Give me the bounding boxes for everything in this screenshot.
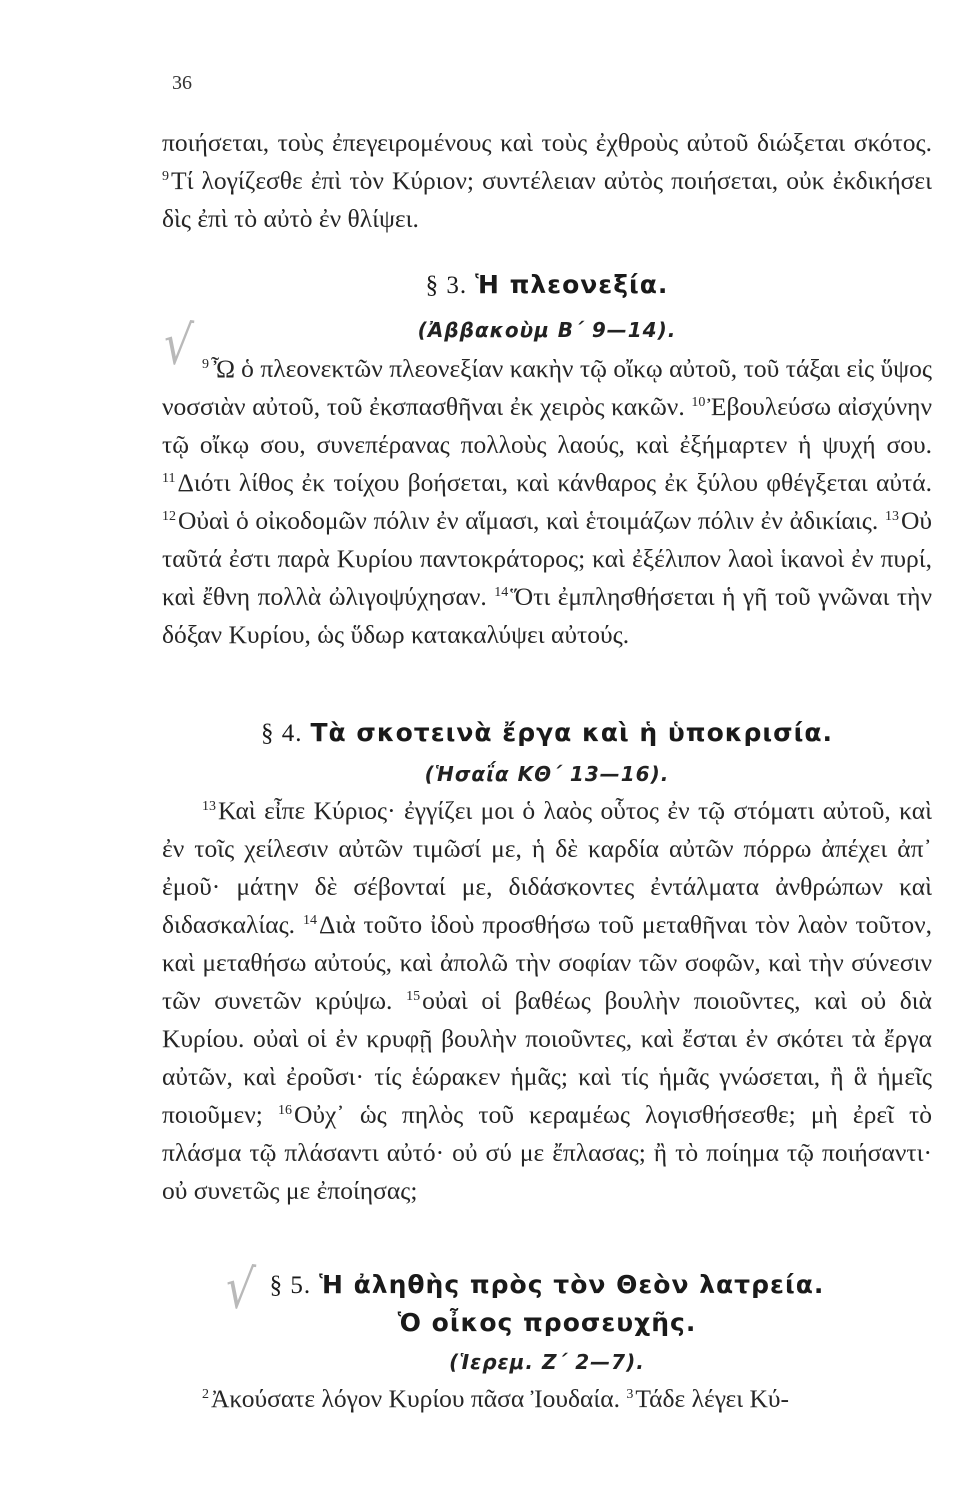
verse-number: 16 — [277, 1102, 292, 1118]
section-mark: § 3. — [425, 272, 468, 299]
section-5-heading — [162, 1270, 932, 1300]
section-5-reference: (Ἱερεμ. Ζ΄ 2—7). — [449, 1350, 645, 1374]
section-3-heading — [162, 270, 932, 300]
section-title: Τὰ σκοτεινὰ ἔργα καὶ ἡ ὑποκρισία. — [310, 718, 834, 747]
section-5-subtitle: Ὁ οἶκος προσευχῆς. — [397, 1308, 697, 1337]
pencil-check-mark-2: √ — [222, 1255, 257, 1324]
intro-text: ποιήσεται, τοὺς ἐπεγειρομένους καὶ τοὺς ἐχθροὺς αὐτοῦ διώξεται σκότος. — [162, 128, 932, 157]
section-4-reference: (Ἡσαΐα ΚΘ΄ 13—16). — [424, 762, 670, 786]
verse-text: Ἐβουλεύσω αἰσχύνην τῷ οἴκῳ σου, συνεπέρανας πολλοὺς λαούς, καὶ ἐξήμαρτεν ἡ ψυχή σου. — [162, 392, 932, 459]
verse-text: Διὰ τοῦτο ἰδοὺ προσθήσω τοῦ μεταθῆναι τὸν λαὸν τοῦτον, καὶ μεταθήσω αὐτούς, καὶ ἀπολῶ τὴν σοφίαν τῶν σοφῶν, καὶ τὴν σύνεσιν τῶν συνετῶν κρύψω. — [162, 910, 933, 1015]
verse-text: Καὶ εἶπε Κύριος· ἐγγίζει μοι ὁ λαὸς οὗτος ἐν τῷ στόματι αὐτοῦ, καὶ ἐν τοῖς χείλεσιν αὐτῶν τιμῶσί με, ἡ δὲ καρδία αὐτῶν πόρρω ἀπέχει ἀπ᾿ ἐμοῦ· μάτην δὲ σέβονταί με, διδάσκοντες ἐντάλματα ἀνθρώπων καὶ διδασκαλίας. — [162, 796, 932, 939]
verse-number: 13 — [884, 508, 899, 524]
verse-text: Οὐ ταῦτά ἐστι παρὰ Κυρίου παντοκράτορος; καὶ ἐξέλιπον λαοὶ ἱκανοὶ ἐν πυρί, καὶ ἔθνη πολλὰ ὠλιγοψύχησαν. — [162, 506, 933, 611]
verse-text: οὐαὶ οἱ βαθέως βουλὴν ποιοῦντες, καὶ οὐ διὰ Κυρίου. οὐαὶ οἱ ἐν κρυφῇ βουλὴν ποιοῦντες, καὶ ἔσται ἐν σκότει τὰ ἔργα αὐτῶν, καὶ ἐροῦσι· τίς ἑώρακεν ἡμᾶς; καὶ τίς ἡμᾶς γνώσεται, ἢ ἃ ἡμεῖς ποιοῦμεν; — [162, 986, 933, 1129]
section-4-heading — [162, 718, 932, 748]
verse-number: 9 — [202, 356, 209, 372]
verse-text: Οὐχ᾿ ὡς πηλὸς τοῦ κεραμέως λογισθήσεσθε; μὴ ἐρεῖ τὸ πλάσμα τῷ πλάσαντι αὐτό· οὐ σύ με ἔπλασας; ἢ τὸ ποίημα τῷ ποιήσαντι· οὐ συνετῶς με ἐποίησας; — [162, 1100, 932, 1205]
verse-number: 13 — [202, 798, 216, 814]
verse-text: Τάδε λέγει Κύ- — [635, 1384, 790, 1413]
verse-number: 12 — [162, 508, 176, 524]
verse-number: 9 — [162, 168, 169, 184]
verse-text: Ὦ ὁ πλεονεκτῶν πλεονεξίαν κακὴν τῷ οἴκῳ αὐτοῦ, τοῦ τάξαι εἰς ὕψος νοσσιὰν αὐτοῦ, τοῦ ἐκσπασθῆναι ἐκ χειρὸς κακῶν. — [162, 354, 932, 421]
section-title: Ἡ ἀληθὴς πρὸς τὸν Θεὸν λατρεία. — [319, 1270, 825, 1299]
verse-number: 15 — [406, 988, 421, 1004]
section-3-reference: (Ἀββακοὺμ Β΄ 9—14). — [417, 318, 677, 342]
verse-number: 10 — [691, 394, 706, 410]
pencil-check-mark-1: √ — [160, 311, 195, 380]
verse-number: 14 — [494, 584, 509, 600]
verse-number: 2 — [202, 1386, 209, 1402]
verse-number: 14 — [302, 912, 317, 928]
verse-text: Οὐαὶ ὁ οἰκοδομῶν πόλιν ἐν αἵμασι, καὶ ἑτοιμάζων πόλιν ἐν ἀδικίαις. — [178, 506, 879, 535]
verse-number: 11 — [162, 470, 176, 486]
verse-text: Τί λογίζεσθε ἐπὶ τὸν Κύριον; συντέλειαν αὐτὸς ποιήσεται, οὐκ ἐκδικήσει δὶς ἐπὶ τὸ αὐτὸ ἐν θλίψει. — [162, 166, 932, 233]
page-number: 36 — [172, 72, 192, 94]
verse-number: 3 — [626, 1386, 634, 1402]
verse-text: Διότι λίθος ἐκ τοίχου βοήσεται, καὶ κάνθαρος ἐκ ξύλου φθέγξεται αὐτά. — [177, 468, 932, 497]
section-mark: § 4. — [260, 720, 303, 747]
verse-text: Ὅτι ἐμπλησθήσεται ἡ γῆ τοῦ γνῶναι τὴν δόξαν Κυρίου, ὡς ὕδωρ κατακαλύψει αὐτούς. — [162, 582, 932, 649]
section-5-body — [162, 1380, 932, 1418]
section-mark: § 5. — [269, 1272, 312, 1299]
section-3-body — [162, 350, 932, 654]
intro-paragraph — [162, 124, 932, 238]
section-4-body — [162, 792, 932, 1210]
verse-text: Ἀκούσατε λόγον Κυρίου πᾶσα Ἰουδαία. — [211, 1384, 620, 1413]
section-title: Ἡ πλεονεξία. — [475, 270, 669, 299]
